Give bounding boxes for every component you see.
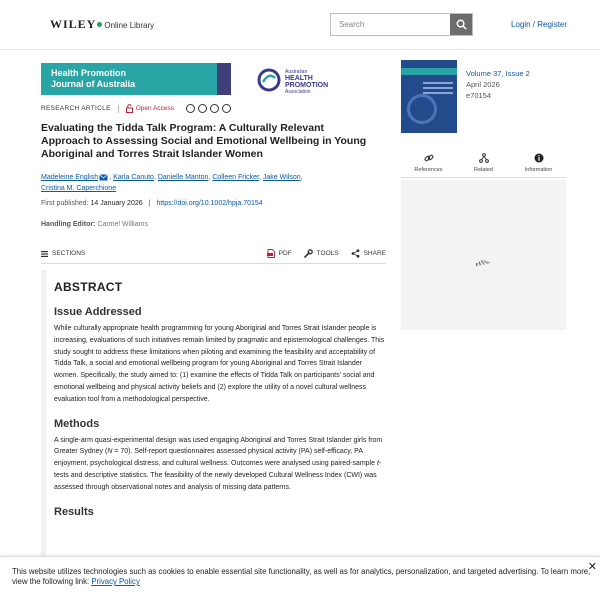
pdf-button[interactable] bbox=[267, 249, 292, 258]
association-emblem-icon bbox=[257, 68, 281, 92]
association-logo[interactable] bbox=[257, 67, 347, 93]
assoc-line1: Australian bbox=[285, 69, 308, 75]
tab-related[interactable] bbox=[456, 153, 511, 177]
sections-button[interactable] bbox=[41, 250, 85, 257]
close-icon[interactable]: ✕ bbox=[587, 561, 597, 573]
journal-banner[interactable] bbox=[41, 63, 231, 95]
abstract-heading-results: Results bbox=[54, 505, 94, 518]
methods-text-c: -tests and descriptive statistics. The feasibility of the newly developed Cultural Wellness Index (CWI) was assessed through observational notes and analysis of missing data patterns. bbox=[54, 460, 382, 491]
publication-info bbox=[41, 200, 263, 207]
article-number: e70154 bbox=[466, 91, 492, 100]
share-icon bbox=[351, 249, 360, 258]
doi-link[interactable]: https://doi.org/10.1002/hpja.70154 bbox=[156, 200, 263, 207]
article-title: Evaluating the Tidda Talk Program: A Culturally Relevant Approach to Assessing Social and Emotional Wellbeing in Young Aboriginal and Torres Strait Islander Women bbox=[41, 122, 367, 160]
tab-references[interactable] bbox=[401, 153, 456, 177]
abstract-paragraph-methods bbox=[54, 435, 386, 494]
editor-label: Handling Editor: bbox=[41, 221, 96, 228]
author-separator: , bbox=[208, 174, 213, 181]
article-toolbar bbox=[41, 246, 386, 264]
search-icon bbox=[456, 19, 467, 30]
cookie-banner bbox=[0, 556, 600, 600]
article-meta-row bbox=[41, 104, 231, 113]
abstract-heading-methods: Methods bbox=[54, 417, 100, 430]
assoc-line3: PROMOTION bbox=[285, 82, 329, 89]
author-separator: , bbox=[259, 174, 263, 181]
published-date: 14 January 2026 bbox=[90, 200, 143, 207]
abstract-paragraph-issue: While culturally appropriate health programming for young Aboriginal and Torres Strait Islander people is increasing, evaluations of such initiatives remain limited by pragmatic and epistemological challenges. This study sought to address these limitations when piloting and examining the feasibility and acceptability of Tidda Talk, a social and emotional wellbeing program for young Aboriginal and Torres Strait Islander women. Specifically, the study aimed to: (1) examine the effects of Tidda Talk on participants' social and emotional wellbeing and physical activity beliefs and (2) explore the utility of a novel cultural wellness evaluation tool from a methodological perspective. bbox=[54, 325, 385, 403]
nc-icon bbox=[210, 104, 219, 113]
tab-information[interactable] bbox=[511, 153, 566, 177]
methods-text-b: = 70). Self-report questionnaires assessed physical activity (PA) self-efficacy, PA enjoyment, psychological distress, and cultural wellness. Outcomes were analysed using paired-sample bbox=[54, 448, 377, 468]
search-box bbox=[330, 13, 473, 36]
methods-text-a: A single-arm quasi-experimental design was used engaging Aboriginal and Torres Strait Islander girls from Greater Sydney ( bbox=[54, 436, 383, 456]
tab-information-label: Information bbox=[524, 167, 553, 173]
assoc-line4: Association bbox=[285, 89, 311, 95]
toolbar-actions bbox=[267, 249, 386, 258]
open-access-badge bbox=[126, 104, 174, 113]
search-button[interactable] bbox=[450, 14, 472, 35]
tools-label: TOOLS bbox=[316, 250, 339, 257]
journal-banner-text bbox=[51, 68, 135, 90]
cookie-message bbox=[12, 567, 592, 587]
author-link[interactable]: Jake Wilson bbox=[262, 174, 301, 181]
journal-title-line1: Health Promotion bbox=[51, 68, 127, 78]
journal-title-line2: Journal of Australia bbox=[51, 79, 136, 89]
tab-references-label: References bbox=[414, 167, 443, 173]
author-link[interactable]: Danielle Manton bbox=[157, 174, 209, 181]
cover-band bbox=[401, 68, 457, 75]
tools-button[interactable] bbox=[304, 249, 339, 258]
author-separator: , bbox=[109, 174, 114, 181]
link-icon bbox=[424, 153, 434, 163]
author-link[interactable]: Cristina M. Caperchione bbox=[41, 185, 117, 192]
cover-emblem bbox=[407, 94, 437, 124]
nd-icon bbox=[222, 104, 231, 113]
logo-sub: Online Library bbox=[104, 21, 155, 30]
network-icon bbox=[479, 153, 489, 163]
issue-info bbox=[466, 68, 530, 101]
search-input[interactable] bbox=[331, 14, 450, 35]
share-button[interactable] bbox=[351, 249, 386, 258]
handling-editor bbox=[41, 221, 148, 228]
wrench-icon bbox=[304, 249, 313, 258]
association-text bbox=[285, 69, 328, 95]
open-access-label: Open Access bbox=[135, 105, 175, 112]
pdf-label: PDF bbox=[278, 250, 292, 257]
author-separator: , bbox=[300, 174, 303, 181]
issue-date: April 2026 bbox=[466, 80, 500, 89]
methods-n: N bbox=[107, 448, 113, 456]
article-type: RESEARCH ARTICLE bbox=[41, 105, 111, 112]
by-icon bbox=[198, 104, 207, 113]
abstract-title: ABSTRACT bbox=[54, 280, 123, 294]
author-list bbox=[41, 172, 341, 194]
tab-related-label: Related bbox=[474, 167, 493, 173]
published-divider: | bbox=[148, 200, 151, 207]
author-link[interactable]: Colleen Fricker bbox=[212, 174, 260, 181]
banner-accent bbox=[217, 63, 231, 95]
journal-cover[interactable] bbox=[401, 60, 457, 133]
privacy-policy-link[interactable]: Privacy Policy bbox=[91, 577, 140, 586]
login-register-link[interactable] bbox=[511, 20, 567, 29]
meta-divider bbox=[118, 105, 119, 113]
methods-t: t bbox=[376, 460, 379, 468]
sidebar-tabs bbox=[401, 153, 566, 178]
wiley-logo[interactable] bbox=[50, 17, 154, 32]
editor-name: Carmel Williams bbox=[97, 221, 148, 228]
share-label: SHARE bbox=[363, 250, 386, 257]
list-icon bbox=[41, 251, 48, 257]
loading-spinner-icon bbox=[476, 258, 490, 266]
author-separator: , bbox=[153, 174, 158, 181]
sidebar-panel bbox=[401, 180, 566, 330]
sections-label: SECTIONS bbox=[52, 250, 86, 257]
logo-main: WILEY bbox=[50, 17, 97, 31]
pdf-icon bbox=[267, 249, 275, 258]
author-link[interactable]: Karla Canuto bbox=[113, 174, 154, 181]
abstract-section bbox=[41, 270, 386, 600]
info-icon bbox=[534, 153, 544, 163]
mail-icon[interactable] bbox=[99, 174, 108, 181]
abstract-heading-issue: Issue Addressed bbox=[54, 306, 142, 318]
issue-volume-link[interactable]: Volume 37, Issue 2 bbox=[466, 69, 530, 78]
published-label: First published: bbox=[41, 200, 89, 207]
cookie-text: This website utilizes technologies such as cookies to enable essential site functionality, as well as for analytics, personalization, and targeted advertising. To learn more, view the following link: bbox=[12, 567, 591, 586]
open-lock-icon bbox=[126, 104, 133, 113]
logo-dot-icon bbox=[97, 22, 102, 27]
author-link[interactable]: Madeleine English bbox=[41, 174, 99, 181]
cc-icon bbox=[186, 104, 195, 113]
login-label: Login / Register bbox=[511, 20, 568, 29]
assoc-line2: HEALTH bbox=[285, 75, 313, 82]
site-header bbox=[0, 0, 600, 50]
license-icons[interactable] bbox=[186, 104, 231, 113]
